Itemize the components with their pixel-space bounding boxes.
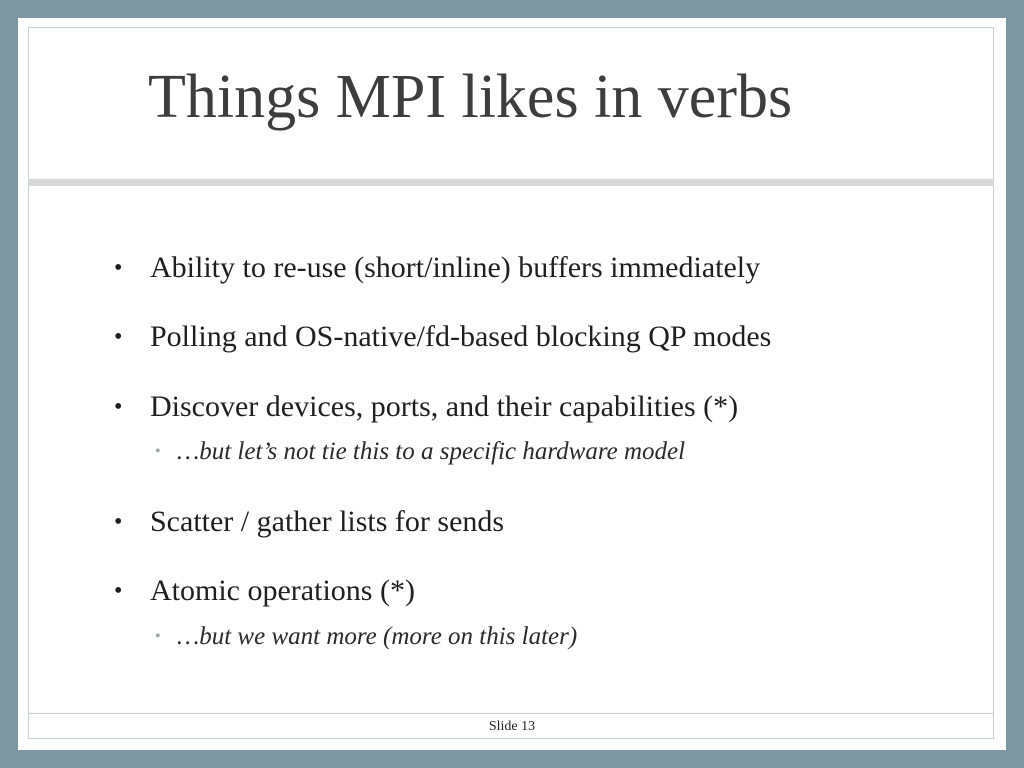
sub-bullet-text: …but we want more (more on this later) [177,623,578,650]
sub-bullet-icon: • [155,443,161,460]
bullet-text: Discover devices, ports, and their capabilities (*) [150,390,739,423]
slide [18,18,1006,750]
slide-number: Slide 13 [488,719,536,734]
sub-bullet-item [155,438,686,465]
bullet-text: Atomic operations (*) [150,574,415,607]
slide-content [18,18,1006,750]
bullet-item [114,320,772,353]
bullet-text: Scatter / gather lists for sends [150,505,505,538]
bullet-icon: • [114,255,123,281]
bullet-icon: • [114,394,123,420]
sub-bullet-item [155,623,578,650]
bullet-item [114,390,739,423]
sub-bullet-icon: • [155,628,161,645]
bullet-item [114,251,761,284]
bullet-text: Ability to re-use (short/inline) buffers immediately [150,251,761,284]
bullet-item [114,505,505,538]
bullet-icon: • [114,578,123,604]
sub-bullet-text: …but let’s not tie this to a specific hardware model [177,438,686,465]
footer-divider [28,713,994,714]
bullet-icon: • [114,509,123,535]
bullet-icon: • [114,324,123,350]
bullet-item [114,574,415,607]
bullet-text: Polling and OS-native/fd-based blocking QP modes [150,320,772,353]
slide-title: Things MPI likes in verbs [148,63,793,131]
